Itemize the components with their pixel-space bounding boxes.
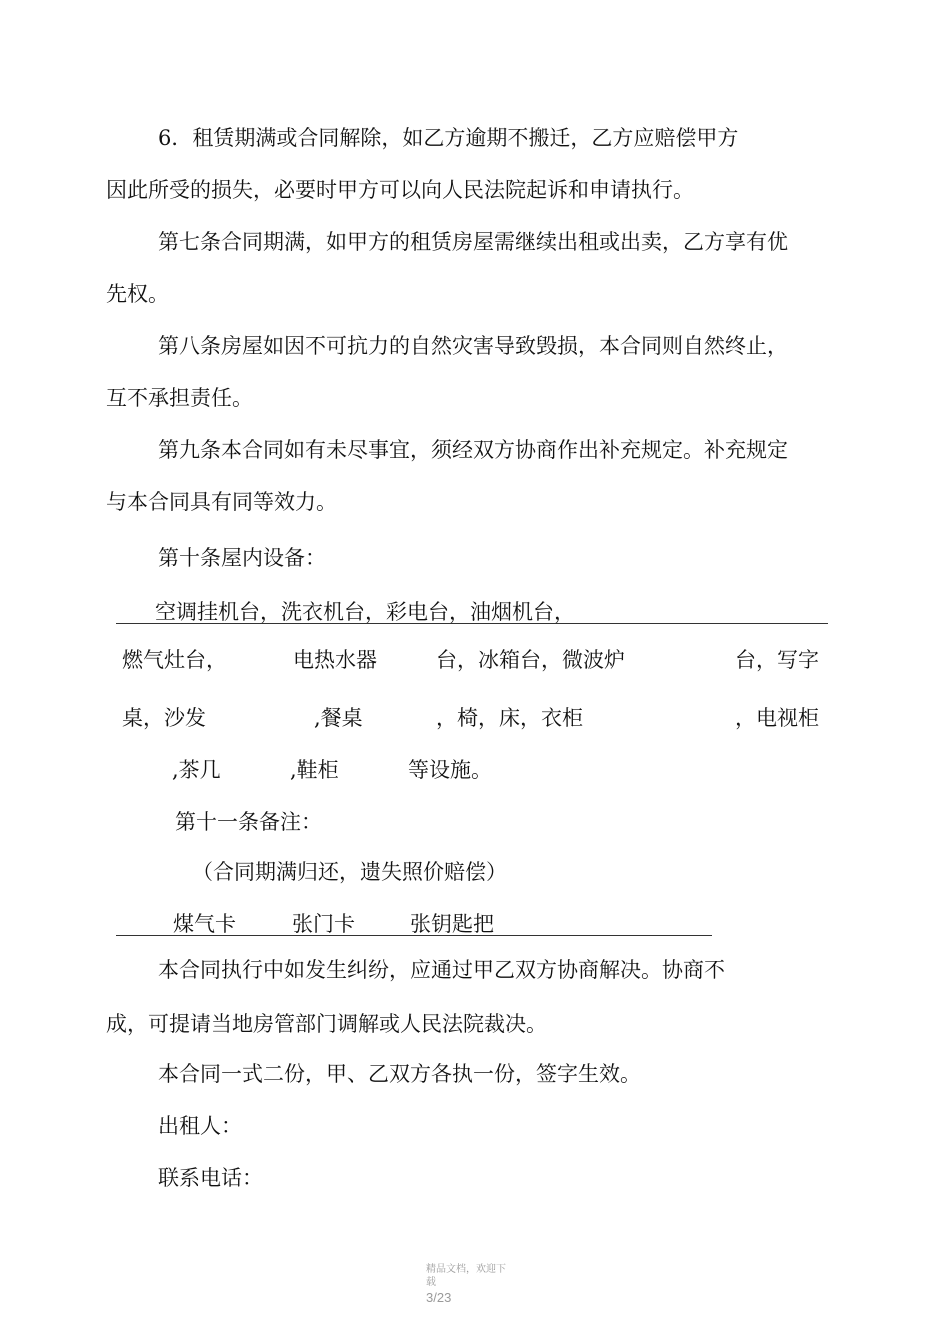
article-8-line-2: 互不承担责任。 (106, 386, 253, 410)
phone-label: 联系电话： (158, 1166, 263, 1190)
equipment-item: 台，写字 (735, 648, 819, 672)
dispute-line-1: 本合同执行中如发生纠纷，应通过甲乙双方协商解决。协商不 (158, 958, 725, 982)
equipment-item: 电热水器 (293, 648, 377, 672)
article-11-note: （合同期满归还，遗失照价赔偿） (192, 860, 507, 884)
equipment-row-1: 空调挂机台，洗衣机台，彩电台，油烟机台， (155, 600, 575, 624)
article-9-line-2: 与本合同具有同等效力。 (106, 490, 337, 514)
equipment-item: ,茶几 (172, 758, 221, 782)
equipment-item: 桌，沙发 (122, 706, 206, 730)
footer-note-line-1: 精品文档，欢迎下 (426, 1264, 506, 1275)
equipment-item: 等设施。 (408, 758, 492, 782)
article-7-line-1: 第七条合同期满，如甲方的租赁房屋需继续出租或出卖，乙方享有优 (158, 230, 788, 254)
article-8-line-1: 第八条房屋如因不可抗力的自然灾害导致毁损，本合同则自然终止， (158, 334, 788, 358)
dispute-line-2: 成，可提请当地房管部门调解或人民法院裁决。 (106, 1012, 547, 1036)
equipment-underline (116, 623, 828, 624)
lessor-label: 出租人： (158, 1114, 242, 1138)
article-9-line-1: 第九条本合同如有未尽事宜，须经双方协商作出补充规定。补充规定 (158, 438, 788, 462)
keys-underline (116, 935, 712, 936)
key-item: 张门卡 (292, 912, 355, 936)
equipment-item: 燃气灶台， (122, 648, 227, 672)
clause-6-line-2: 因此所受的损失，必要时甲方可以向人民法院起诉和申请执行。 (106, 178, 694, 202)
article-11-title: 第十一条备注： (175, 810, 322, 834)
footer-note-line-2: 载 (426, 1277, 436, 1288)
key-item: 煤气卡 (173, 912, 236, 936)
clause-6-line-1: 6．租赁期满或合同解除，如乙方逾期不搬迁，乙方应赔偿甲方 (158, 126, 739, 150)
equipment-item: ,餐桌 (314, 706, 363, 730)
equipment-item: ，电视柜 (735, 706, 819, 730)
page-number: 3/23 (426, 1290, 452, 1305)
equipment-item: 台，冰箱台，微波炉 (436, 648, 625, 672)
article-7-line-2: 先权。 (106, 282, 169, 306)
article-10-title: 第十条屋内设备： (158, 546, 326, 570)
copies-line: 本合同一式二份，甲、乙双方各执一份，签字生效。 (158, 1062, 641, 1086)
key-item: 张钥匙把 (410, 912, 494, 936)
equipment-item: ,鞋柜 (290, 758, 339, 782)
equipment-item: ，椅，床，衣柜 (436, 706, 583, 730)
